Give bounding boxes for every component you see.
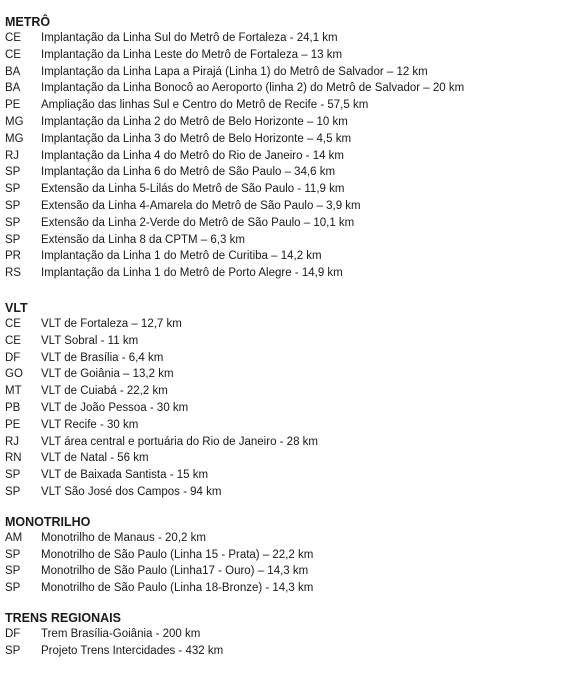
project-description: Trem Brasília-Goiânia - 200 km bbox=[41, 627, 201, 640]
list-item bbox=[5, 467, 570, 484]
list-item bbox=[5, 626, 570, 643]
state-code: SP bbox=[5, 216, 21, 229]
project-description: Implantação da Linha 1 do Metrô de Curitiba – 14,2 km bbox=[41, 250, 322, 263]
project-description: Extensão da Linha 8 da CPTM – 6,3 km bbox=[41, 233, 245, 246]
section-vlt bbox=[5, 300, 570, 501]
state-code: SP bbox=[5, 469, 21, 482]
section-monotrilho bbox=[5, 514, 570, 597]
state-code: CE bbox=[5, 317, 21, 330]
list-item bbox=[5, 248, 570, 265]
project-description: Extensão da Linha 2-Verde do Metrô de São Paulo – 10,1 km bbox=[41, 216, 355, 229]
state-code: PE bbox=[5, 99, 21, 112]
list-item bbox=[5, 417, 570, 434]
list-item bbox=[5, 265, 570, 282]
project-description: VLT São José dos Campos - 94 km bbox=[41, 485, 222, 498]
project-description: VLT de Baixada Santista - 15 km bbox=[41, 469, 209, 482]
state-code: SP bbox=[5, 548, 21, 561]
state-code: MT bbox=[5, 385, 22, 398]
project-description: Ampliação das linhas Sul e Centro do Metrô de Recife - 57,5 km bbox=[41, 99, 369, 112]
list-item bbox=[5, 215, 570, 232]
project-description: VLT de Brasília - 6,4 km bbox=[41, 351, 164, 364]
state-code: RN bbox=[5, 452, 22, 465]
list-item bbox=[5, 580, 570, 597]
state-code: SP bbox=[5, 582, 21, 595]
list-item bbox=[5, 131, 570, 148]
project-description: Implantação da Linha 3 do Metrô de Belo Horizonte – 4,5 km bbox=[41, 132, 352, 145]
project-description: Monotrilho de São Paulo (Linha 15 - Prata) – 22,2 km bbox=[41, 548, 314, 561]
project-description: VLT Recife - 30 km bbox=[41, 418, 139, 431]
list-item bbox=[5, 164, 570, 181]
list-item bbox=[5, 350, 570, 367]
project-description: Projeto Trens Intercidades - 432 km bbox=[41, 644, 224, 657]
state-code: DF bbox=[5, 351, 21, 364]
list-monotrilho bbox=[5, 530, 570, 597]
project-description: Implantação da Linha Sul do Metrô de Fortaleza - 24,1 km bbox=[41, 32, 338, 44]
section-title-monotrilho: MONOTRILHO bbox=[5, 514, 91, 529]
list-item bbox=[5, 114, 570, 131]
state-code: SP bbox=[5, 199, 21, 212]
list-item bbox=[5, 198, 570, 215]
list-item bbox=[5, 80, 570, 97]
project-description: Monotrilho de São Paulo (Linha 18-Bronze) - 14,3 km bbox=[41, 582, 314, 595]
list-item bbox=[5, 333, 570, 350]
state-code: SP bbox=[5, 644, 21, 657]
state-code: RS bbox=[5, 267, 21, 280]
project-description: Implantação da Linha Leste do Metrô de Fortaleza – 13 km bbox=[41, 48, 343, 61]
project-description: VLT de Goiânia – 13,2 km bbox=[41, 368, 174, 381]
project-description: Monotrilho de Manaus - 20,2 km bbox=[41, 531, 206, 544]
project-description: VLT área central e portuária do Rio de Janeiro - 28 km bbox=[41, 435, 318, 448]
state-code: SP bbox=[5, 565, 21, 578]
list-item bbox=[5, 434, 570, 451]
state-code: MG bbox=[5, 132, 24, 145]
list-item bbox=[5, 30, 570, 47]
list-item bbox=[5, 366, 570, 383]
state-code: SP bbox=[5, 485, 21, 498]
state-code: AM bbox=[5, 531, 23, 544]
state-code: CE bbox=[5, 32, 21, 44]
list-item bbox=[5, 563, 570, 580]
state-code: PB bbox=[5, 401, 21, 414]
state-code: MG bbox=[5, 115, 24, 128]
list-item bbox=[5, 400, 570, 417]
state-code: SP bbox=[5, 166, 21, 179]
list-vlt bbox=[5, 316, 570, 501]
section-trens-regionais bbox=[5, 610, 570, 660]
list-item bbox=[5, 643, 570, 660]
list-item bbox=[5, 450, 570, 467]
list-metro bbox=[5, 30, 570, 282]
section-title-vlt: VLT bbox=[5, 300, 28, 315]
section-title-metro: METRÔ bbox=[5, 15, 51, 29]
state-code: GO bbox=[5, 368, 23, 381]
list-item bbox=[5, 232, 570, 249]
state-code: BA bbox=[5, 82, 21, 95]
project-description: Implantação da Linha 6 do Metrô de São Paulo – 34,6 km bbox=[41, 166, 336, 179]
list-item bbox=[5, 383, 570, 400]
list-item bbox=[5, 484, 570, 501]
list-item bbox=[5, 47, 570, 64]
project-description: VLT de Cuiabá - 22,2 km bbox=[41, 385, 168, 398]
list-item bbox=[5, 148, 570, 165]
project-description: Implantação da Linha 2 do Metrô de Belo Horizonte – 10 km bbox=[41, 115, 348, 128]
state-code: PE bbox=[5, 418, 21, 431]
state-code: DF bbox=[5, 627, 21, 640]
project-description: Extensão da Linha 5-Lilás do Metrô de São Paulo - 11,9 km bbox=[41, 183, 345, 196]
state-code: CE bbox=[5, 48, 21, 61]
project-description: VLT de Natal - 56 km bbox=[41, 452, 149, 465]
project-description: Implantação da Linha Bonocô ao Aeroporto (linha 2) do Metrô de Salvador – 20 km bbox=[41, 82, 465, 95]
list-item bbox=[5, 530, 570, 547]
list-item bbox=[5, 181, 570, 198]
state-code: RJ bbox=[5, 435, 20, 448]
project-description: VLT de Fortaleza – 12,7 km bbox=[41, 317, 182, 330]
state-code: CE bbox=[5, 334, 21, 347]
project-description: Extensão da Linha 4-Amarela do Metrô de São Paulo – 3,9 km bbox=[41, 199, 361, 212]
list-item bbox=[5, 316, 570, 333]
list-item bbox=[5, 64, 570, 81]
list-item bbox=[5, 97, 570, 114]
project-description: VLT de João Pessoa - 30 km bbox=[41, 401, 189, 414]
state-code: SP bbox=[5, 233, 21, 246]
project-description: Implantação da Linha Lapa a Pirajá (Linha 1) do Metrô de Salvador – 12 km bbox=[41, 65, 428, 78]
section-title-trens-regionais: TRENS REGIONAIS bbox=[5, 610, 121, 625]
state-code: PR bbox=[5, 250, 21, 263]
state-code: RJ bbox=[5, 149, 20, 162]
project-description: Monotrilho de São Paulo (Linha17 - Ouro) – 14,3 km bbox=[41, 565, 309, 578]
list-item bbox=[5, 547, 570, 564]
list-trens-regionais bbox=[5, 626, 570, 660]
section-metro bbox=[5, 14, 570, 282]
project-description: Implantação da Linha 1 do Metrô de Porto Alegre - 14,9 km bbox=[41, 267, 343, 280]
project-description: VLT Sobral - 11 km bbox=[41, 334, 139, 347]
project-description: Implantação da Linha 4 do Metrô do Rio de Janeiro - 14 km bbox=[41, 149, 345, 162]
state-code: SP bbox=[5, 183, 21, 196]
state-code: BA bbox=[5, 65, 21, 78]
